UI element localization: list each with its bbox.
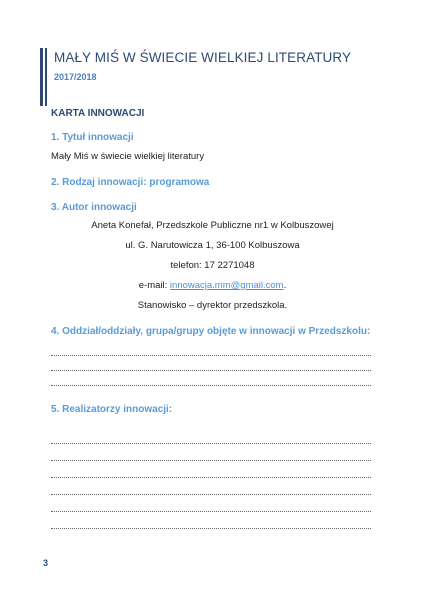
title-accent-bars xyxy=(40,48,50,106)
fill-line xyxy=(51,385,371,387)
card-title: KARTA INNOWACJI xyxy=(51,108,145,119)
fill-line xyxy=(51,460,371,462)
author-email-line xyxy=(0,280,425,291)
fill-line xyxy=(51,528,371,530)
fill-line xyxy=(51,443,371,445)
section-4-heading: 4. Oddział/oddziały, grupa/grupy objęte w innowacji w Przedszkolu: xyxy=(51,326,371,337)
section-1-value: Mały Miś w świecie wielkiej literatury xyxy=(51,151,205,162)
fill-line xyxy=(51,370,371,372)
fill-line xyxy=(51,355,371,357)
document-title: MAŁY MIŚ W ŚWIECIE WIELKIEJ LITERATURY xyxy=(54,50,352,65)
document-year: 2017/2018 xyxy=(54,72,97,82)
author-position: Stanowisko – dyrektor przedszkola. xyxy=(137,300,288,311)
section-5-heading: 5. Realizatorzy innowacji: xyxy=(51,404,173,415)
section-2-heading: 2. Rodzaj innowacji: programowa xyxy=(51,177,210,188)
section-3-heading: 3. Autor innowacji xyxy=(51,202,137,213)
email-label: e-mail: xyxy=(138,280,170,291)
author-phone: telefon: 17 2271048 xyxy=(170,260,255,271)
author-address: ul. G. Narutowicza 1, 36-100 Kolbuszowa xyxy=(125,240,300,251)
author-name: Aneta Konefał, Przedszkole Publiczne nr1 w Kolbuszowej xyxy=(91,220,334,231)
fill-line xyxy=(51,494,371,496)
email-end: . xyxy=(283,280,287,291)
fill-line xyxy=(51,511,371,513)
section-1-heading: 1. Tytuł innowacji xyxy=(51,132,134,143)
fill-line xyxy=(51,477,371,479)
email-link[interactable]: innowacja.mm@gmail.com xyxy=(169,280,284,291)
page-number: 3 xyxy=(43,558,49,568)
